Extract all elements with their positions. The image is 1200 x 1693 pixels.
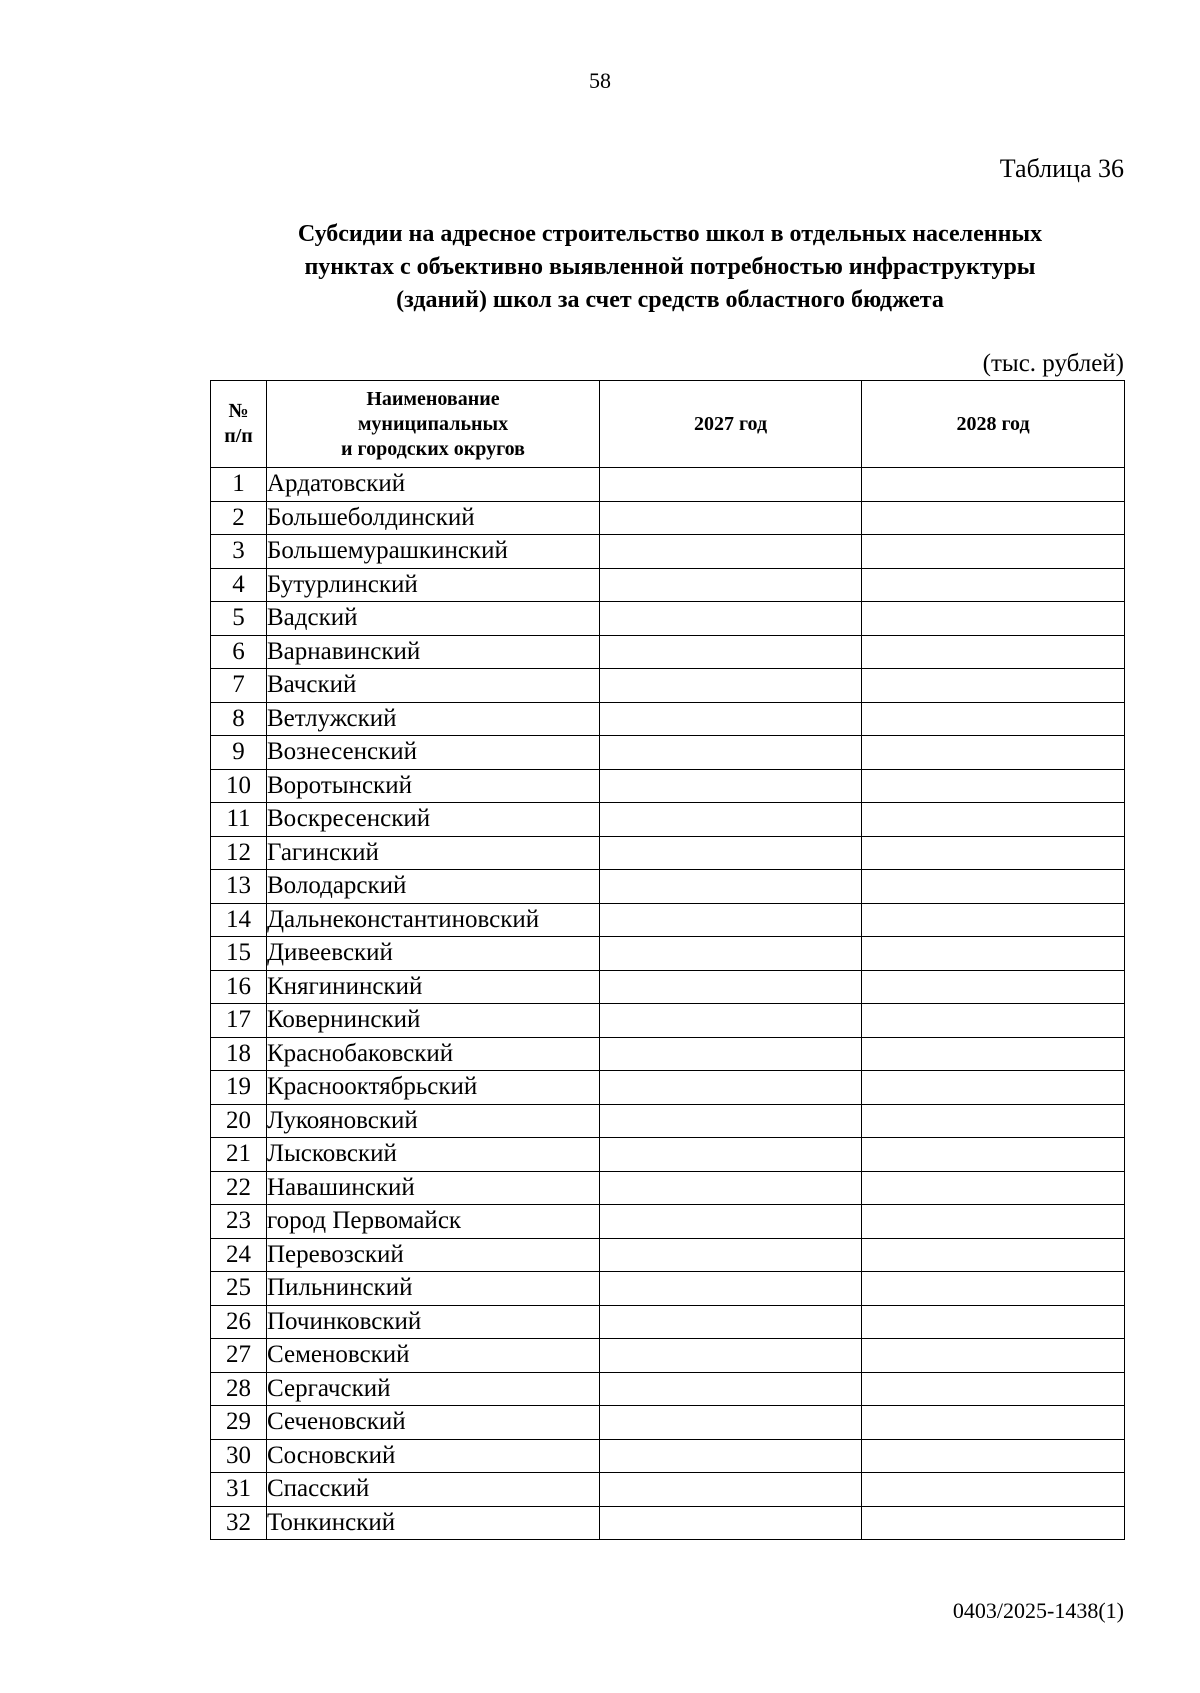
row-number: 8 (211, 702, 267, 736)
row-value-2028 (862, 1205, 1125, 1239)
row-number: 14 (211, 903, 267, 937)
row-name: Лысковский (267, 1138, 600, 1172)
row-value-2027 (600, 1104, 862, 1138)
table-row (211, 836, 1125, 870)
row-name: Большемурашкинский (267, 535, 600, 569)
row-name: Княгининский (267, 970, 600, 1004)
row-value-2028 (862, 1272, 1125, 1306)
row-name: Варнавинский (267, 635, 600, 669)
subsidies-table (210, 380, 1125, 1540)
table-row (211, 803, 1125, 837)
row-number: 28 (211, 1372, 267, 1406)
row-value-2027 (600, 736, 862, 770)
table-row (211, 635, 1125, 669)
row-name: Вачский (267, 669, 600, 703)
header-name (267, 381, 600, 468)
row-value-2028 (862, 903, 1125, 937)
table-row (211, 870, 1125, 904)
row-value-2028 (862, 736, 1125, 770)
row-number: 23 (211, 1205, 267, 1239)
row-name: Дальнеконстантиновский (267, 903, 600, 937)
row-value-2028 (862, 1238, 1125, 1272)
row-number: 32 (211, 1506, 267, 1540)
row-value-2027 (600, 870, 862, 904)
row-number: 7 (211, 669, 267, 703)
table-row (211, 1339, 1125, 1373)
row-number: 30 (211, 1439, 267, 1473)
row-value-2028 (862, 1071, 1125, 1105)
row-value-2027 (600, 568, 862, 602)
table-row (211, 970, 1125, 1004)
row-number: 10 (211, 769, 267, 803)
table-row (211, 1305, 1125, 1339)
row-value-2027 (600, 1372, 862, 1406)
row-value-2027 (600, 1004, 862, 1038)
header-number-line: п/п (224, 425, 253, 447)
row-value-2028 (862, 535, 1125, 569)
row-value-2028 (862, 602, 1125, 636)
row-value-2027 (600, 1071, 862, 1105)
row-name: Перевозский (267, 1238, 600, 1272)
row-name: Спасский (267, 1473, 600, 1507)
row-value-2028 (862, 1406, 1125, 1440)
table-row (211, 736, 1125, 770)
row-value-2027 (600, 1037, 862, 1071)
table-row (211, 1406, 1125, 1440)
row-value-2028 (862, 970, 1125, 1004)
row-value-2028 (862, 836, 1125, 870)
row-number: 13 (211, 870, 267, 904)
row-value-2027 (600, 836, 862, 870)
row-name: город Первомайск (267, 1205, 600, 1239)
row-value-2028 (862, 1305, 1125, 1339)
row-value-2027 (600, 1506, 862, 1540)
row-value-2028 (862, 1372, 1125, 1406)
row-name: Вадский (267, 602, 600, 636)
row-name: Сергачский (267, 1372, 600, 1406)
row-value-2028 (862, 568, 1125, 602)
row-value-2028 (862, 937, 1125, 971)
row-value-2027 (600, 803, 862, 837)
row-value-2028 (862, 1171, 1125, 1205)
row-value-2027 (600, 1406, 862, 1440)
table-row (211, 1037, 1125, 1071)
header-name-line: Наименование (366, 387, 500, 410)
table-row (211, 669, 1125, 703)
row-number: 31 (211, 1473, 267, 1507)
row-value-2027 (600, 669, 862, 703)
header-2028: 2028 год (862, 381, 1125, 468)
row-name: Ковернинский (267, 1004, 600, 1038)
row-value-2028 (862, 1439, 1125, 1473)
row-name: Тонкинский (267, 1506, 600, 1540)
row-value-2028 (862, 1138, 1125, 1172)
table-caption: Таблица 36 (999, 154, 1124, 183)
row-number: 19 (211, 1071, 267, 1105)
table-row (211, 1439, 1125, 1473)
row-value-2028 (862, 669, 1125, 703)
row-value-2027 (600, 903, 862, 937)
table-row (211, 1506, 1125, 1540)
row-number: 3 (211, 535, 267, 569)
row-number: 12 (211, 836, 267, 870)
row-value-2028 (862, 1104, 1125, 1138)
row-value-2027 (600, 970, 862, 1004)
table-row (211, 468, 1125, 502)
document-code: 0403/2025-1438(1) (952, 1598, 1124, 1623)
row-name: Сосновский (267, 1439, 600, 1473)
row-name: Гагинский (267, 836, 600, 870)
row-value-2027 (600, 535, 862, 569)
row-value-2028 (862, 635, 1125, 669)
row-name: Пильнинский (267, 1272, 600, 1306)
row-value-2028 (862, 468, 1125, 502)
row-value-2027 (600, 1439, 862, 1473)
table-row (211, 769, 1125, 803)
table-header-row (211, 381, 1125, 468)
row-value-2028 (862, 1339, 1125, 1373)
row-name: Бутурлинский (267, 568, 600, 602)
row-value-2027 (600, 501, 862, 535)
row-number: 15 (211, 937, 267, 971)
table-row (211, 1473, 1125, 1507)
row-value-2028 (862, 769, 1125, 803)
row-name: Ардатовский (267, 468, 600, 502)
header-name-line: и городских округов (341, 437, 525, 460)
document-title (210, 218, 1130, 317)
row-value-2028 (862, 702, 1125, 736)
header-number-line: № (228, 400, 249, 422)
row-number: 5 (211, 602, 267, 636)
table-row (211, 1004, 1125, 1038)
row-value-2027 (600, 1473, 862, 1507)
row-name: Краснооктябрьский (267, 1071, 600, 1105)
row-name: Навашинский (267, 1171, 600, 1205)
row-value-2027 (600, 1138, 862, 1172)
row-value-2027 (600, 1305, 862, 1339)
row-value-2028 (862, 1004, 1125, 1038)
row-number: 27 (211, 1339, 267, 1373)
page-number: 58 (589, 68, 611, 93)
table-row (211, 702, 1125, 736)
row-value-2027 (600, 1205, 862, 1239)
row-value-2027 (600, 769, 862, 803)
table-row (211, 903, 1125, 937)
row-name: Большеболдинский (267, 501, 600, 535)
units-label: (тыс. рублей) (982, 350, 1124, 377)
header-number (211, 381, 267, 468)
row-value-2028 (862, 870, 1125, 904)
row-name: Дивеевский (267, 937, 600, 971)
row-value-2028 (862, 1473, 1125, 1507)
title-line: (зданий) школ за счет средств областного бюджета (396, 287, 944, 313)
row-number: 4 (211, 568, 267, 602)
title-line: пунктах с объективно выявленной потребностью инфраструктуры (304, 254, 1036, 280)
row-name: Володарский (267, 870, 600, 904)
title-line: Субсидии на адресное строительство школ в отдельных населенных (297, 221, 1043, 247)
table-row (211, 535, 1125, 569)
row-number: 26 (211, 1305, 267, 1339)
table-row (211, 1272, 1125, 1306)
header-name-line: муниципальных (357, 412, 509, 435)
table-row (211, 1205, 1125, 1239)
table-row (211, 1171, 1125, 1205)
row-name: Лукояновский (267, 1104, 600, 1138)
row-number: 29 (211, 1406, 267, 1440)
row-name: Краснобаковский (267, 1037, 600, 1071)
row-number: 24 (211, 1238, 267, 1272)
row-value-2028 (862, 803, 1125, 837)
row-value-2027 (600, 1171, 862, 1205)
table-body (211, 468, 1125, 1540)
row-name: Семеновский (267, 1339, 600, 1373)
row-value-2027 (600, 635, 862, 669)
row-number: 1 (211, 468, 267, 502)
header-2027: 2027 год (600, 381, 862, 468)
row-value-2027 (600, 602, 862, 636)
row-number: 18 (211, 1037, 267, 1071)
row-value-2027 (600, 468, 862, 502)
row-name: Починковский (267, 1305, 600, 1339)
row-value-2027 (600, 1339, 862, 1373)
row-number: 22 (211, 1171, 267, 1205)
row-number: 20 (211, 1104, 267, 1138)
row-value-2027 (600, 1272, 862, 1306)
table-row (211, 568, 1125, 602)
row-name: Ветлужский (267, 702, 600, 736)
row-name: Воскресенский (267, 803, 600, 837)
row-number: 2 (211, 501, 267, 535)
row-name: Сеченовский (267, 1406, 600, 1440)
row-number: 17 (211, 1004, 267, 1038)
row-value-2028 (862, 1506, 1125, 1540)
table-row (211, 1071, 1125, 1105)
row-value-2028 (862, 501, 1125, 535)
row-number: 16 (211, 970, 267, 1004)
row-number: 11 (211, 803, 267, 837)
table-row (211, 602, 1125, 636)
table-row (211, 1138, 1125, 1172)
row-name: Воротынский (267, 769, 600, 803)
table-row (211, 1238, 1125, 1272)
row-name: Вознесенский (267, 736, 600, 770)
row-number: 21 (211, 1138, 267, 1172)
row-number: 9 (211, 736, 267, 770)
row-number: 25 (211, 1272, 267, 1306)
row-value-2027 (600, 702, 862, 736)
row-value-2027 (600, 1238, 862, 1272)
table-row (211, 937, 1125, 971)
row-number: 6 (211, 635, 267, 669)
table-row (211, 501, 1125, 535)
row-value-2027 (600, 937, 862, 971)
table-row (211, 1104, 1125, 1138)
table-row (211, 1372, 1125, 1406)
row-value-2028 (862, 1037, 1125, 1071)
